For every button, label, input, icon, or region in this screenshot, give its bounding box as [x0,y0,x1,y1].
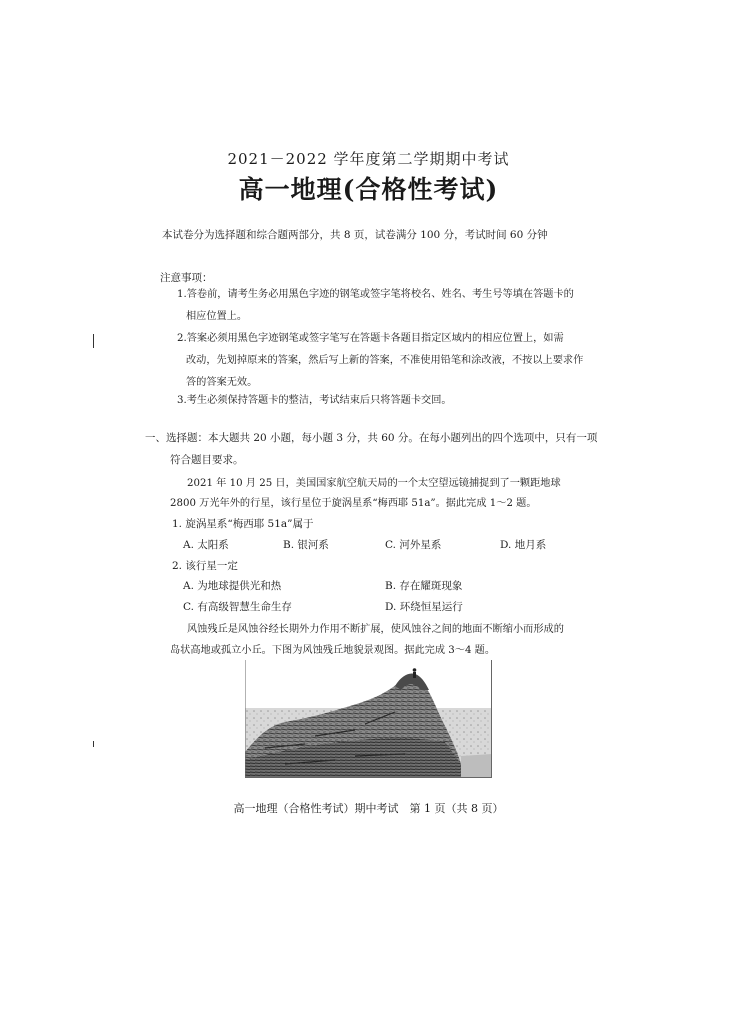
option-c: C. 河外星系 [385,539,442,551]
page-footer: 高一地理（合格性考试）期中考试 第 1 页（共 8 页） [233,802,504,815]
option-a: A. 为地球提供光和热 [183,580,282,592]
option-a: A. 太阳系 [183,539,229,551]
margin-mark [93,741,94,747]
note-line: 相应位置上。 [186,311,248,322]
notes-heading: 注意事项： [160,272,213,284]
note-line: 2.答案必须用黑色字迹钢笔或签字笔写在答题卡各题目指定区域内的相应位置上，如需 [177,333,564,344]
exam-subject-title: 高一地理(合格性考试) [238,175,499,204]
passage-line: 2021 年 10 月 25 日，美国国家航空航天局的一个太空望远镜捕捉到了一颗距地球 [187,478,561,489]
exam-term-title: 2021－2022 学年度第二学期期中考试 [227,150,510,168]
question-stem: 1. 旋涡星系“梅西耶 51a”属于 [172,518,314,530]
exam-instructions-intro: 本试卷分为选择题和综合题两部分，共 8 页，试卷满分 100 分，考试时间 60 分钟 [162,229,548,241]
option-d: D. 环绕恒星运行 [385,601,463,613]
margin-mark [93,334,94,348]
passage-line: 岛状高地或孤立小丘。下图为风蚀残丘地貌景观图。据此完成 3～4 题。 [170,645,496,656]
section-heading: 一、选择题：本大题共 20 小题，每小题 3 分，共 60 分。在每小题列出的四个选项中，只有一项 [145,432,598,444]
option-d: D. 地月系 [500,539,547,551]
passage-line: 风蚀残丘是风蚀谷经长期外力作用不断扩展，使风蚀谷之间的地面不断缩小而形成的 [187,624,564,635]
note-line: 1.答卷前，请考生务必用黑色字迹的钢笔或签字笔将校名、姓名、考生号等填在答题卡的 [177,289,574,300]
note-line: 改动，先划掉原来的答案，然后写上新的答案，不准使用铅笔和涂改液，不按以上要求作 [186,355,584,366]
option-b: B. 银河系 [283,539,329,551]
question-stem: 2. 该行星一定 [172,560,238,572]
option-c: C. 有高级智慧生命生存 [183,601,292,613]
passage-line: 2800 万光年外的行星，该行星位于旋涡星系“梅西耶 51a”。据此完成 1～2 题。 [170,498,537,509]
note-line: 3.考生必须保持答题卡的整洁，考试结束后只将答题卡交回。 [177,395,452,406]
wind-erosion-landform-photo [245,660,492,778]
section-heading-cont: 符合题目要求。 [170,454,244,466]
option-b: B. 存在耀斑现象 [385,580,463,592]
note-line: 答的答案无效。 [186,377,258,388]
